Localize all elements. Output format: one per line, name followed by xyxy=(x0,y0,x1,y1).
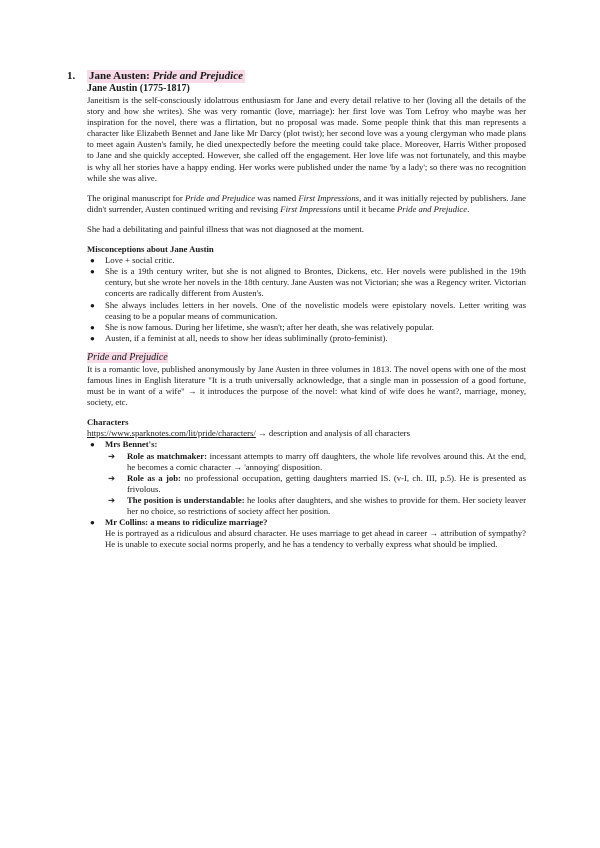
list-item: ● Austen, if a feminist at all, needs to show her ideas subliminally (proto-feminist). xyxy=(90,332,388,343)
bullet-icon: ● xyxy=(90,322,95,332)
bullet-icon: ● xyxy=(90,300,95,310)
bullet-icon: ● xyxy=(90,518,95,528)
list-item: ● She is a 19th century writer, but she is not aligned to Brontes, Dickens, etc. Her novels were published in the 19th century, but she wrote her novels in the 18th century. Jane Austen was not Victorian; she was a Regency writer. Victorian concerts are radically different from Austen's. xyxy=(90,266,526,299)
section-heading xyxy=(67,70,526,83)
character-mr-collins: ● Mr Collins: a means to ridiculize marriage? xyxy=(90,517,268,528)
arrow-icon: ➔ xyxy=(108,450,116,461)
misconceptions-list xyxy=(87,255,526,344)
mr-collins-text: He is portrayed as a ridiculous and absurd character. He uses marriage to get ahead in career → attribution of sympathy? He is unable to execute social norms properly, and he has a tendency to verbally express what should be implied. xyxy=(105,528,526,550)
pp-section-title: Pride and Prejudice xyxy=(87,351,168,363)
characters-list-2 xyxy=(87,517,526,528)
list-item: ➔ Role as matchmaker: incessant attempts to marry off daughters, the whole life revolves around this. At the end, he becomes a comic character → 'annoying' disposition. xyxy=(108,450,526,472)
biography-paragraph: Janeitism is the self-consciously idolatrous enthusiasm for Jane and every detail relative to her (loving all the details of the story and how she writes). She was very romantic (love, marriage): her first love was Tom Lefroy who maybe was her inspiration for the novel, there was a flirtation, but no proposal was made. Some people think that this man represents a character like Elizabeth Bennet and Jane like Mr Darcy (plot twist); her second love was a young clergyman who made plans to meet again Austen's family, he died unexpectedly before the meeting could take place. Moreover, Harris Wither proposed to Jane and she quickly accepted. However, she called off the engagement. Her love life was not fortunately, and this maybe is why all her stories have a happy ending. Her works were published under the name 'by a lady'; so there was no recognition while she was alive. xyxy=(87,95,526,183)
characters-link-line: https://www.sparknotes.com/lit/pride/characters/ → description and analysis of all characters xyxy=(87,428,410,439)
character-mrs-bennet: ● Mrs Bennet's: xyxy=(90,439,158,450)
sparknotes-link[interactable]: https://www.sparknotes.com/lit/pride/characters/ xyxy=(87,428,256,439)
list-item: ➔ The position is understandable: he looks after daughters, and she wishes to provide for them. Her society leaver her no choice, so restrictions of society affect her position. xyxy=(108,494,526,516)
arrow-icon: ➔ xyxy=(108,494,116,505)
mrs-bennet-points xyxy=(87,451,526,518)
section-number: 1. xyxy=(67,70,76,82)
illness-paragraph: She had a debilitating and painful illness that was not diagnosed at the moment. xyxy=(87,223,364,234)
list-item: ➔ Role as a job: no professional occupation, getting daughters married IS. (v-I, ch. III, p.5). He is presented as frivolous. xyxy=(108,472,526,494)
arrow-icon: ➔ xyxy=(108,472,116,483)
characters-title: Characters xyxy=(87,417,129,428)
body-block xyxy=(87,95,526,550)
bullet-icon: ● xyxy=(90,256,95,266)
document-page xyxy=(67,70,526,550)
list-item: ● She is now famous. During her lifetime, she wasn't; after her death, she was relatively popular. xyxy=(90,321,434,332)
bullet-icon: ● xyxy=(90,333,95,343)
pp-paragraph: It is a romantic love, published anonymously by Jane Austen in three volumes in 1813. The novel opens with one of the most famous lines in English literature "It is a truth universally acknowledge, that a single man in possession of a good fortune, must be in want of a wife" → it introduces the purpose of the novel: what kind of wife does he want?, marriage, money, society, etc. xyxy=(87,363,526,408)
author-subheading: Jane Austin (1775-1817) xyxy=(87,83,190,94)
section-title: Jane Austen: Pride and Prejudice xyxy=(89,70,243,82)
bullet-icon: ● xyxy=(90,440,95,450)
bullet-icon: ● xyxy=(90,267,95,277)
list-item: ● Love + social critic. xyxy=(90,255,175,266)
manuscript-paragraph: The original manuscript for Pride and Prejudice was named First Impressions, and it was initially rejected by publishers. Jane didn't surrender, Austen continued writing and revising First Impressions until it became Pride and Prejudice. xyxy=(87,192,527,214)
list-item: ● She always includes letters in her novels. One of the novelistic models were epistolary novels. Letter writing was ceasing to be a popular means of communication. xyxy=(90,299,526,321)
characters-list xyxy=(87,439,526,450)
misconceptions-title: Misconceptions about Jane Austin xyxy=(87,244,214,255)
